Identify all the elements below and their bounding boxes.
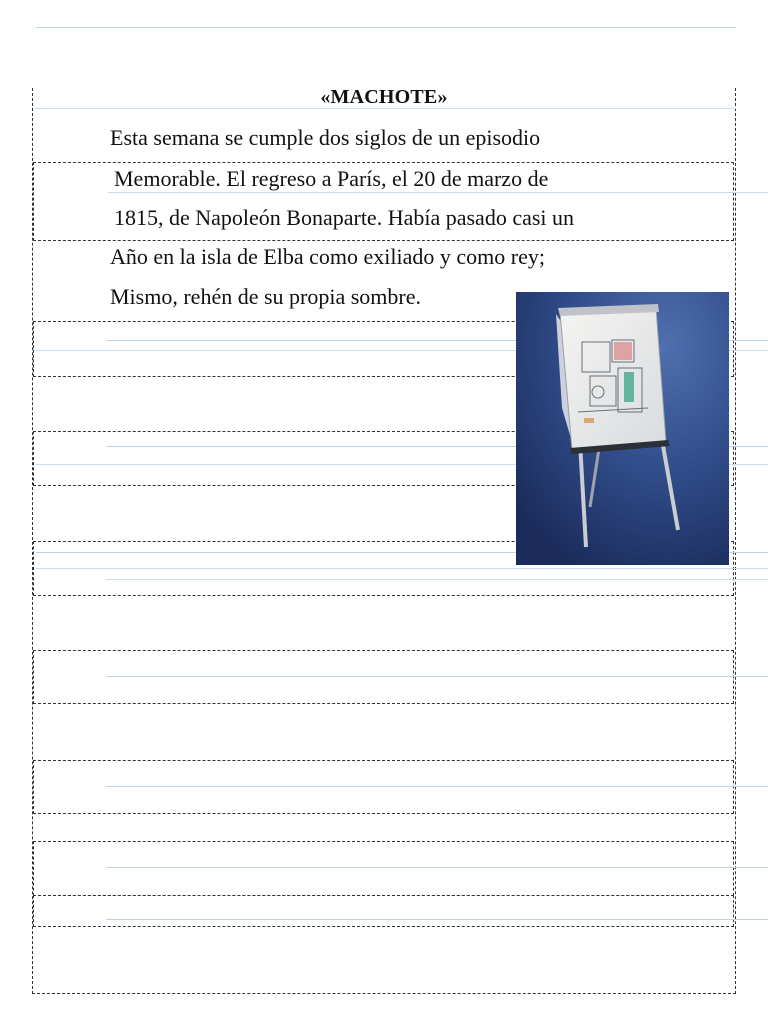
ruled-line [36, 27, 736, 28]
ruled-line [106, 867, 768, 868]
dashed-box [33, 841, 734, 896]
ruled-line [106, 579, 768, 580]
flipchart-icon [516, 292, 729, 565]
ruled-line [106, 676, 768, 677]
title-text: «MACHOTE» [320, 86, 448, 108]
text-line-4: Año en la isla de Elba como exiliado y como rey; [110, 244, 545, 269]
ruled-line [106, 786, 768, 787]
document-title [0, 86, 768, 109]
text-line-3: 1815, de Napoleón Bonaparte. Había pasado casi un [114, 205, 575, 230]
ruled-line [108, 192, 768, 193]
text-line-2: Memorable. El regreso a París, el 20 de marzo de [114, 166, 549, 191]
dashed-box [33, 650, 734, 704]
ruled-line [106, 919, 768, 920]
text-line-5: Mismo, rehén de su propia sombre. [110, 284, 421, 309]
ruled-line [36, 108, 736, 109]
text-line-1: Esta semana se cumple dos siglos de un episodio [110, 125, 541, 150]
ruled-line [36, 568, 768, 569]
flipchart-easel-photo [516, 292, 729, 565]
dashed-box [33, 760, 734, 814]
dashed-box [33, 895, 734, 927]
